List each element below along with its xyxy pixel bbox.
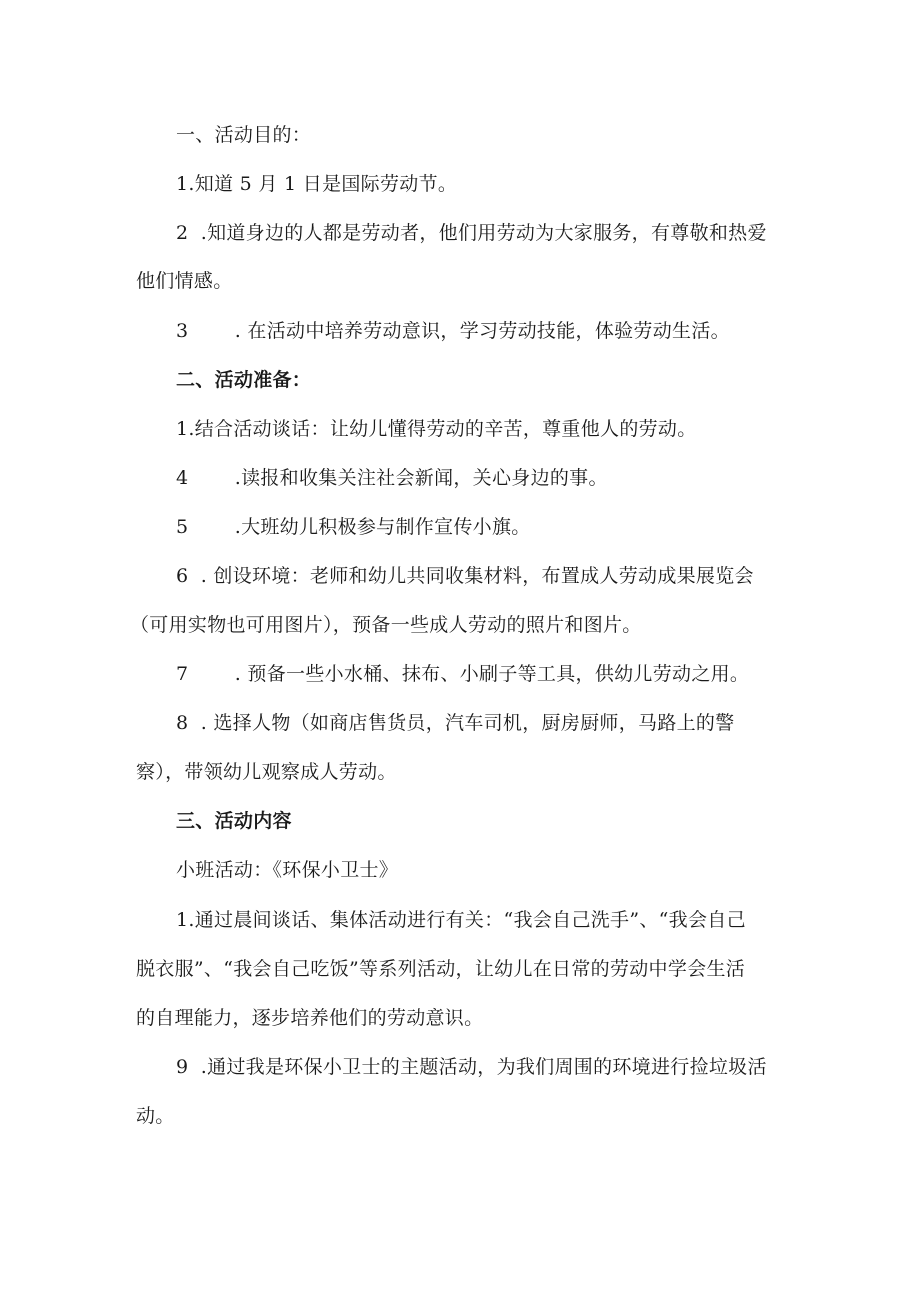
heading-activity-goals: 一、活动目的： [176, 124, 312, 146]
paragraph-goal-2-line-1 [176, 222, 767, 244]
paragraph-prep-5 [176, 516, 531, 538]
paragraph-content-9-line-2: 动。 [136, 1105, 175, 1127]
paragraph-prep-6-line-2: （可用实物也可用图片），预备一些成人劳动的照片和图片。 [130, 614, 642, 636]
paragraph-content-1-line-1: 1.通过晨间谈话、集体活动进行有关：“我会自己洗手”、“我会自己 [176, 909, 746, 931]
list-text: .通过我是环保小卫士的主题活动，为我们周围的环境进行捡垃圾活 [200, 1056, 767, 1078]
paragraph-goal-3 [176, 320, 730, 342]
list-number: 2 [176, 222, 189, 244]
paragraph-prep-8-line-1 [176, 712, 735, 734]
paragraph-goal-1: 1.知道 5 月 1 日是国际劳动节。 [176, 173, 458, 195]
paragraph-prep-7 [176, 663, 749, 685]
list-number: 3 [176, 320, 189, 342]
list-text: . 预备一些小水桶、抹布、小刷子等工具，供幼儿劳动之用。 [234, 663, 750, 685]
list-number: 7 [176, 663, 189, 685]
list-text: .大班幼儿积极参与制作宣传小旗。 [234, 516, 531, 538]
paragraph-prep-6-line-1 [176, 565, 754, 587]
heading-activity-preparation: 二、活动准备： [176, 369, 312, 391]
paragraph-content-1-line-3: 的自理能力，逐步培养他们的劳动意识。 [136, 1007, 484, 1029]
list-number: 4 [176, 467, 189, 489]
paragraph-prep-8-line-2: 察），带领幼儿观察成人劳动。 [136, 761, 397, 783]
list-text: .读报和收集关注社会新闻，关心身边的事。 [234, 467, 608, 489]
paragraph-prep-4 [176, 467, 608, 489]
subheading-small-class-activity: 小班活动：《环保小卫士》 [176, 859, 399, 881]
paragraph-content-9-line-1 [176, 1056, 767, 1078]
list-number: 9 [176, 1056, 189, 1078]
list-number: 8 [176, 712, 189, 734]
paragraph-prep-1: 1.结合活动谈话：让幼儿懂得劳动的辛苦，尊重他人的劳动。 [176, 418, 697, 440]
list-text: .知道身边的人都是劳动者，他们用劳动为大家服务，有尊敬和热爱 [200, 222, 767, 244]
heading-activity-content: 三、活动内容 [176, 810, 292, 832]
paragraph-content-1-line-2: 脱衣服”、“我会自己吃饭”等系列活动，让幼儿在日常的劳动中学会生活 [136, 958, 746, 980]
list-number: 6 [176, 565, 189, 587]
list-text: . 选择人物（如商店售货员，汽车司机，厨房厨师，马路上的警 [200, 712, 735, 734]
list-number: 5 [176, 516, 189, 538]
list-text: . 创设环境：老师和幼儿共同收集材料，布置成人劳动成果展览会 [200, 565, 754, 587]
list-text: . 在活动中培养劳动意识，学习劳动技能，体验劳动生活。 [234, 320, 730, 342]
paragraph-goal-2-line-2: 他们情感。 [136, 270, 233, 292]
